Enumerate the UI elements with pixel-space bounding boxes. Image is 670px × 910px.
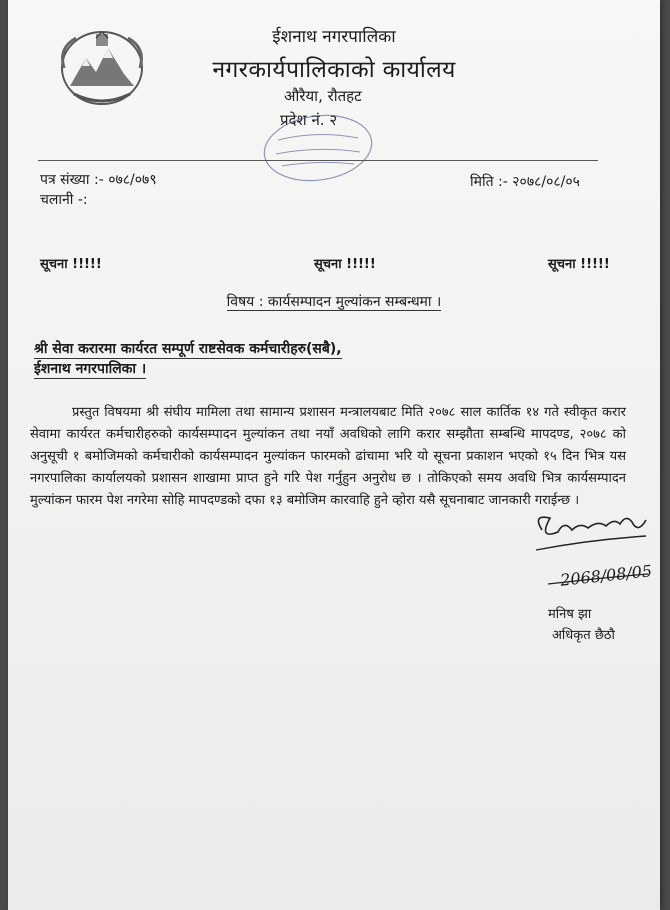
header-divider bbox=[38, 160, 598, 161]
signer-role: अधिकृत छैठौ bbox=[552, 628, 615, 643]
office-title: नगरकार्यपालिकाको कार्यालय bbox=[212, 57, 456, 83]
document-page bbox=[8, 0, 660, 910]
subject-text: विषय : कार्यसम्पादन मुल्यांकन सम्बन्धमा । bbox=[226, 294, 442, 310]
letter-date: मिति :- २०७८/०८/०५ bbox=[470, 174, 580, 190]
office-stamp-icon bbox=[258, 110, 378, 188]
reference-number: पत्र संख्या :- ०७८/०७९ bbox=[40, 172, 157, 188]
notice-label: सूचना !!!!! bbox=[40, 257, 102, 272]
municipality-name: ईशनाथ नगरपालिका bbox=[272, 27, 396, 47]
addressee-line-1: श्री सेवा करारमा कार्यरत सम्पूर्ण राष्टसेवक कर्मचारीहरु(सबै), bbox=[34, 341, 342, 357]
subject-line bbox=[8, 292, 660, 311]
notice-label: सूचना !!!!! bbox=[548, 257, 610, 272]
dispatch-number: चलानी -: bbox=[40, 192, 88, 208]
signer-name: मनिष झा bbox=[548, 607, 592, 622]
office-address: औरैया, रौतहट bbox=[284, 87, 362, 105]
handwritten-date: 2068/08/05 bbox=[559, 561, 653, 590]
addressee-line-2: ईशनाथ नगरपालिका । bbox=[34, 361, 147, 377]
province-label: प्रदेश नं. २ bbox=[280, 111, 338, 129]
notice-label: सूचना !!!!! bbox=[314, 257, 376, 272]
letter-body: प्रस्तुत विषयमा श्री संघीय मामिला तथा सामान्य प्रशासन मन्त्रालयबाट मिति २०७८ साल कार्तिक १४ गते स्वीकृत करार सेवामा कार्यरत कर्मचारीहरुको कार्यसम्पादन मुल्यांकन तथा नयाँ अवधिको लागि करार सम्झौता सम्बन्धि मापदण्ड, २०७८ को अनुसूची १ बमोजिमको कर्मचारीको कार्यसम्पादन मुल्यांकन फारमको ढांचामा भरि यो सूचना प्रकाशन भएको १५ दिन भित्र यस नगरपालिका कार्यालयको प्रशासन शाखामा प्राप्त हुने गरि पेश गर्नुहुन अनुरोध छ । तोकिएको समय अवधि भित्र कार्यसम्पादन मुल्यांकन फारम पेश नगरेमा सोहि मापदण्डको दफा १३ बमोजिम कारवाहि हुने व्होरा यसै सूचनाबाट जानकारी गराईन्छ । bbox=[30, 405, 626, 508]
